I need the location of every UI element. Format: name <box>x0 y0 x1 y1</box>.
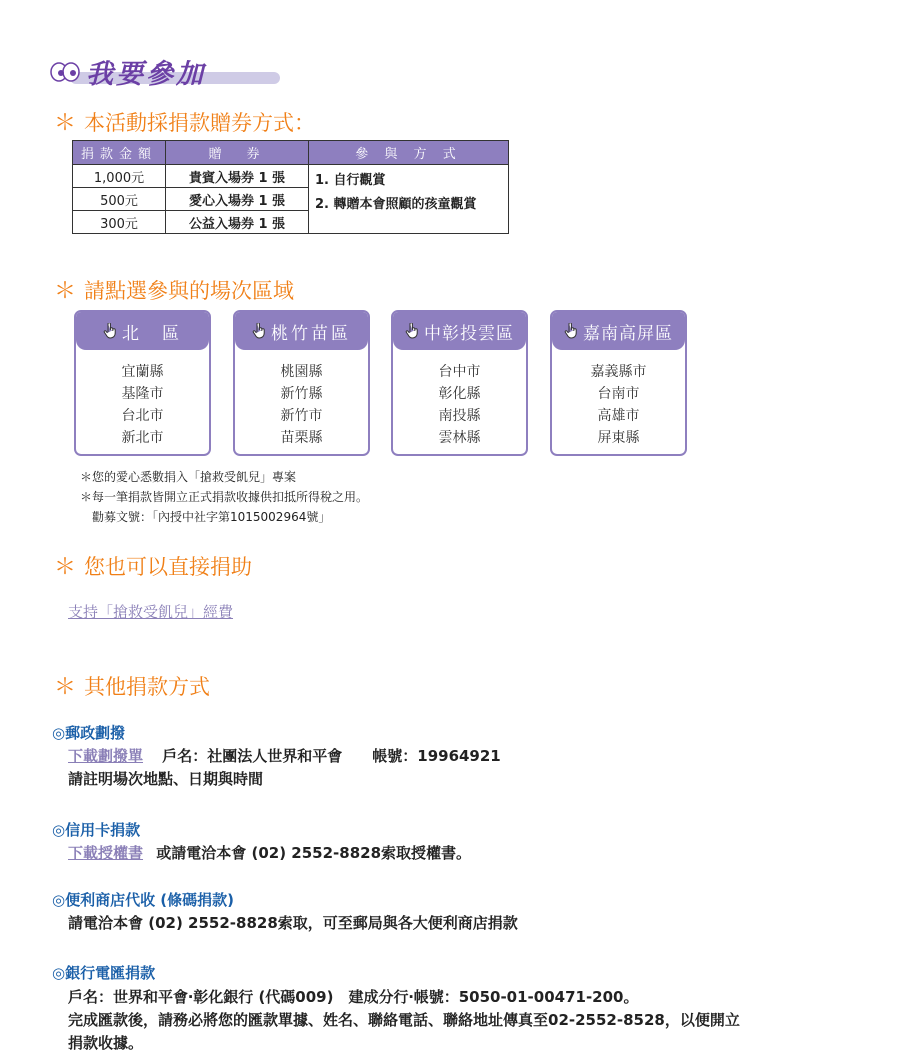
list-item: 桃園縣 <box>280 364 323 380</box>
note-line: 勸募文號：「內授中社字第1015002964號」 <box>92 510 331 524</box>
city-list <box>552 361 685 449</box>
amount-cell: 500元 <box>73 188 166 211</box>
list-item: 新竹市 <box>280 408 323 424</box>
eyes-icon <box>50 60 80 84</box>
download-postal-form-link[interactable]: 下載劃撥單 <box>68 747 144 765</box>
region-card-north <box>74 310 211 456</box>
method-cell <box>309 165 509 234</box>
credit-title: ◎信用卡捐款 <box>52 821 141 839</box>
list-item: 宜蘭縣 <box>121 364 164 380</box>
note-line: ＊您的愛心悉數捐入「搶救受飢兒」專案 <box>80 470 297 484</box>
star-bullet: ＊ <box>54 675 77 700</box>
list-item: 南投縣 <box>438 408 481 424</box>
list-item: 台北市 <box>121 408 164 424</box>
region-card-south <box>550 310 687 456</box>
region-name: 北 區 <box>122 323 182 344</box>
credit-info: 或請電洽本會 (02) 2552-8828索取授權書。 <box>156 844 472 862</box>
direct-donate-link[interactable]: 支持「搶救受飢兒」經費 <box>68 603 234 621</box>
postal-account: 戶名：社團法人世界和平會 帳號：19964921 <box>162 747 501 765</box>
amount-cell: 1,000元 <box>73 165 166 188</box>
pointing-hand-icon <box>564 323 578 339</box>
pointing-hand-icon <box>103 323 117 339</box>
list-item: 基隆市 <box>121 386 164 402</box>
bank-body <box>68 986 888 1055</box>
region-button-taozhumiao[interactable] <box>235 312 368 350</box>
star-bullet: ＊ <box>54 555 77 580</box>
pointing-hand-icon <box>405 323 419 339</box>
region-button-south[interactable] <box>552 312 685 350</box>
notes-block <box>80 467 368 527</box>
postal-note: 請註明場次地點、日期與時間 <box>68 770 264 788</box>
page-title: 我要參加 <box>86 59 206 90</box>
method-item: 1. 自行觀賞 <box>315 173 386 188</box>
ticket-cell: 公益入場券 1 張 <box>166 211 309 234</box>
bank-title: ◎銀行電匯捐款 <box>52 964 156 982</box>
method-item: 2. 轉贈本會照顧的孩童觀賞 <box>315 197 477 212</box>
section-ticket-heading <box>54 106 315 137</box>
region-card-taozhumiao <box>233 310 370 456</box>
list-item: 屏東縣 <box>597 430 640 446</box>
amount-cell: 300元 <box>73 211 166 234</box>
section-other-title: 其他捐款方式 <box>84 674 211 699</box>
pointing-hand-icon <box>252 323 266 339</box>
section-direct-title: 您也可以直接捐助 <box>84 554 253 579</box>
list-item: 新北市 <box>121 430 164 446</box>
postal-body <box>68 745 501 791</box>
table-header: 參 與 方 式 <box>309 141 509 165</box>
city-list <box>76 361 209 449</box>
section-other-heading <box>54 670 210 701</box>
region-button-north[interactable] <box>76 312 209 350</box>
bank-instruction: 完成匯款後，請務必將您的匯款單據、姓名、聯絡電話、聯絡地址傳真至02-2552-8528，以便開立 <box>68 1011 740 1029</box>
city-list <box>393 361 526 449</box>
section-region-heading <box>54 274 294 305</box>
table-header: 贈 券 <box>166 141 309 165</box>
list-item: 彰化縣 <box>438 386 481 402</box>
store-info: 請電洽本會 (02) 2552-8828索取，可至郵局與各大便利商店捐款 <box>68 914 518 932</box>
postal-title: ◎郵政劃撥 <box>52 724 126 742</box>
table-header: 捐款金額 <box>73 141 166 165</box>
region-button-central[interactable] <box>393 312 526 350</box>
download-authorization-link[interactable]: 下載授權書 <box>68 844 144 862</box>
ticket-cell: 愛心入場券 1 張 <box>166 188 309 211</box>
table-row <box>73 165 509 188</box>
page-title-block <box>50 52 206 91</box>
list-item: 新竹縣 <box>280 386 323 402</box>
list-item: 嘉義縣市 <box>590 364 647 380</box>
list-item: 高雄市 <box>597 408 640 424</box>
region-name: 中彰投雲區 <box>424 323 514 344</box>
section-region-title: 請點選參與的場次區域 <box>84 278 295 303</box>
store-title: ◎便利商店代收 (條碼捐款) <box>52 891 235 909</box>
star-bullet: ＊ <box>54 111 77 136</box>
credit-body <box>68 842 471 865</box>
bank-account: 戶名：世界和平會‧彰化銀行 (代碼009) 建成分行‧帳號：5050-01-00471-200。 <box>68 988 639 1006</box>
region-card-central <box>391 310 528 456</box>
section-direct-heading <box>54 550 252 581</box>
section-ticket-title: 本活動採捐款贈券方式： <box>84 110 316 135</box>
star-bullet: ＊ <box>54 279 77 304</box>
note-line: ＊每一筆捐款皆開立正式捐款收據供扣抵所得稅之用。 <box>80 490 369 504</box>
bank-instruction-cont: 捐款收據。 <box>68 1034 144 1052</box>
list-item: 苗栗縣 <box>280 430 323 446</box>
city-list <box>235 361 368 449</box>
ticket-cell: 貴賓入場券 1 張 <box>166 165 309 188</box>
list-item: 台南市 <box>597 386 640 402</box>
list-item: 台中市 <box>438 364 481 380</box>
region-name: 桃竹苗區 <box>271 323 351 344</box>
list-item: 雲林縣 <box>438 430 481 446</box>
region-name: 嘉南高屏區 <box>583 323 673 344</box>
donation-table <box>72 140 509 234</box>
